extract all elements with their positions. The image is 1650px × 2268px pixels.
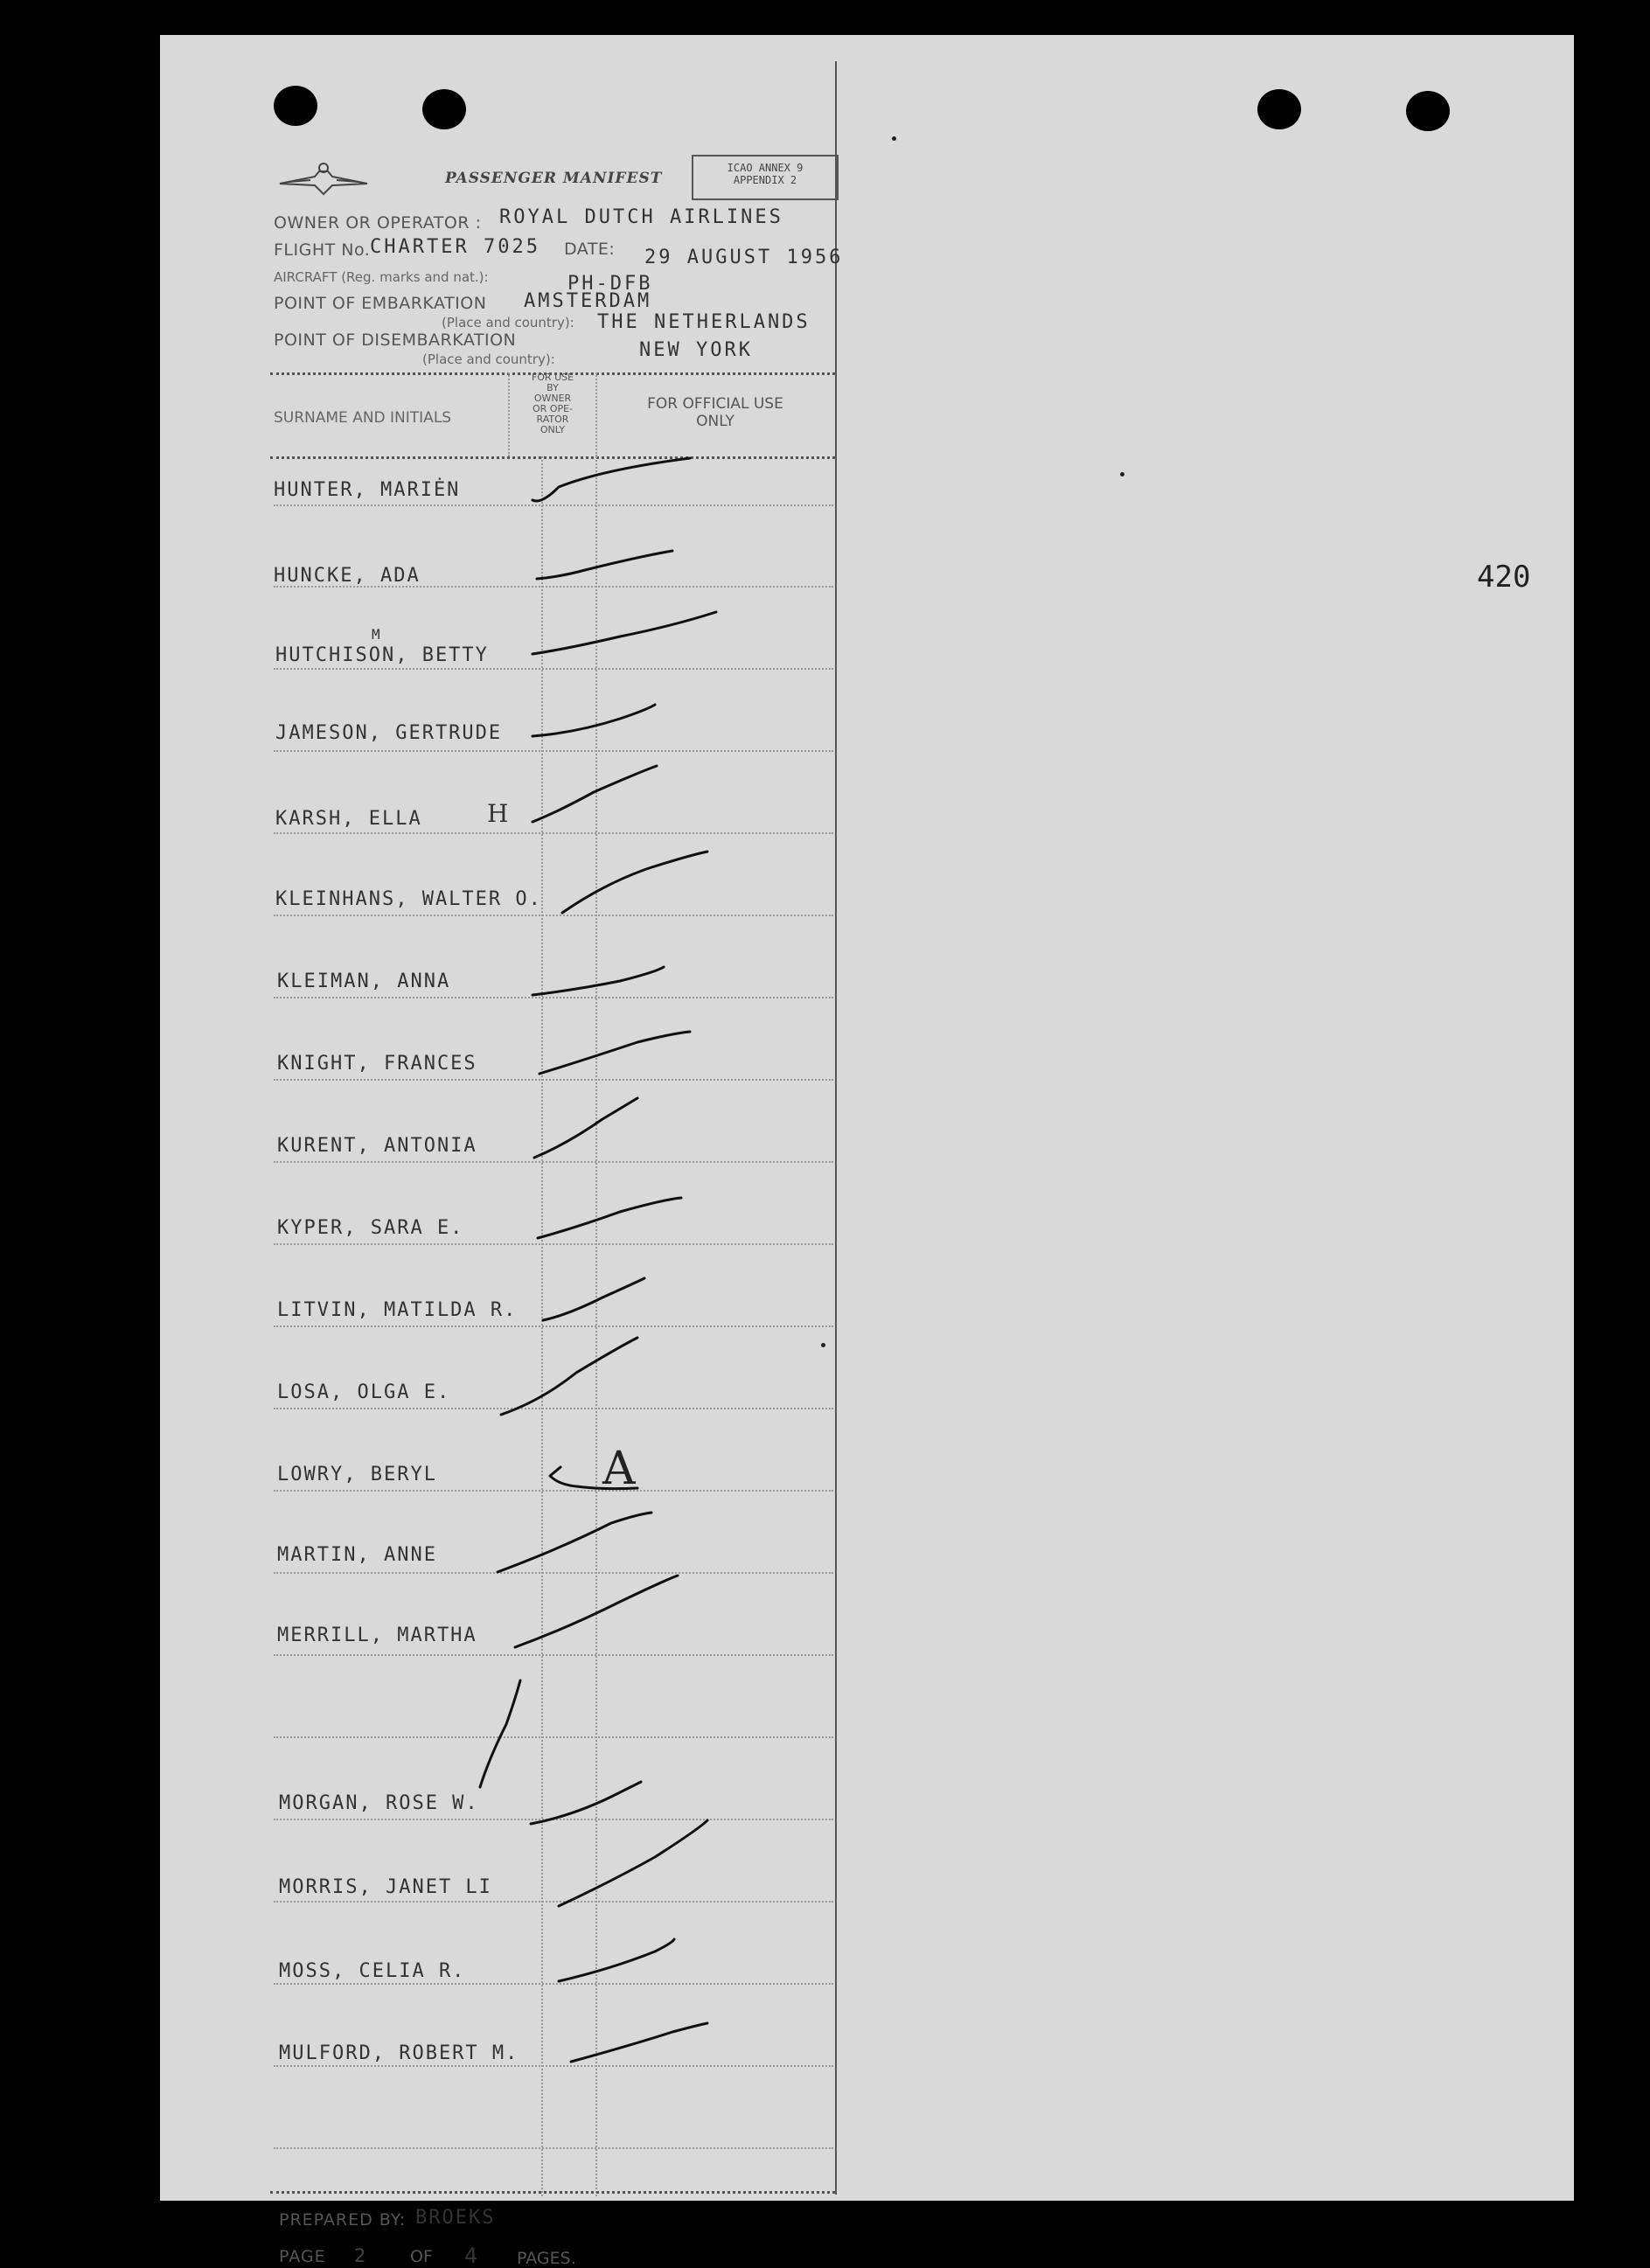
owner-value: ROYAL DUTCH AIRLINES bbox=[499, 206, 783, 228]
passenger-name: HUNCKE, ADA bbox=[274, 565, 421, 587]
stamp-page-number: 420 bbox=[1477, 560, 1531, 595]
check-mark bbox=[559, 1939, 674, 1981]
check-marks bbox=[270, 115, 996, 2196]
passenger-name: KLEINHANS, WALTER O. bbox=[275, 888, 542, 910]
check-mark bbox=[537, 551, 672, 579]
prepared-value: BROEKS bbox=[415, 2207, 496, 2229]
embark-sub: (Place and country): bbox=[442, 315, 574, 330]
check-mark bbox=[515, 1576, 678, 1647]
check-mark bbox=[550, 1467, 637, 1489]
col-name-header: SURNAME AND INITIALS bbox=[274, 409, 452, 427]
aircraft-value: PH-DFB bbox=[567, 273, 653, 295]
passenger-name: LOWRY, BERYL bbox=[277, 1464, 437, 1485]
passenger-name: JAMESON, GERTRUDE bbox=[275, 722, 503, 744]
col-owner-line: OR OPE- bbox=[532, 403, 573, 414]
check-mark bbox=[498, 1513, 651, 1572]
passenger-annotation: H bbox=[487, 799, 509, 828]
col-owner-line: BY bbox=[547, 382, 559, 393]
disembark-sub: (Place and country): bbox=[422, 351, 555, 367]
col-owner-line: OWNER bbox=[533, 393, 572, 404]
passenger-name: KYPER, SARA E. bbox=[277, 1217, 464, 1239]
check-mark bbox=[533, 612, 716, 654]
date-label: DATE: bbox=[564, 240, 616, 259]
passenger-name: MULFORD, ROBERT M. bbox=[279, 2042, 519, 2064]
check-mark bbox=[501, 1338, 637, 1415]
punch-hole bbox=[1406, 91, 1450, 131]
of-label: OF bbox=[410, 2247, 433, 2266]
passenger-name: MARTIN, ANNE bbox=[277, 1544, 437, 1566]
check-mark bbox=[540, 1032, 690, 1074]
check-mark bbox=[571, 2023, 707, 2062]
prepared-label: PREPARED BY: bbox=[279, 2210, 407, 2230]
embark-country: THE NETHERLANDS bbox=[597, 311, 811, 333]
punch-hole bbox=[1257, 89, 1301, 129]
col-official-line: ONLY bbox=[696, 413, 734, 430]
flight-value: CHARTER 7025 bbox=[370, 236, 540, 258]
speck bbox=[1120, 472, 1124, 477]
check-mark bbox=[543, 1278, 644, 1320]
date-value: 29 AUGUST 1956 bbox=[644, 247, 844, 268]
check-mark bbox=[562, 852, 707, 913]
owner-label: OWNER OR OPERATOR : bbox=[274, 213, 482, 233]
passenger-name: KNIGHT, FRANCES bbox=[277, 1053, 477, 1075]
passenger-name: HUTCHISON, BETTY bbox=[275, 644, 489, 666]
flight-label: FLIGHT No. bbox=[274, 240, 371, 260]
aircraft-label: AIRCRAFT (Reg. marks and nat.): bbox=[274, 269, 489, 285]
page-value: 2 bbox=[354, 2245, 366, 2266]
check-mark bbox=[559, 1820, 707, 1906]
passenger-name: KLEIMAN, ANNA bbox=[277, 971, 451, 992]
disembark-value: NEW YORK bbox=[639, 339, 753, 361]
passenger-name: KARSH, ELLA bbox=[275, 808, 422, 830]
check-mark bbox=[533, 705, 655, 736]
manifest-title: PASSENGER MANIFEST bbox=[445, 170, 663, 187]
embark-label: POINT OF EMBARKATION bbox=[274, 294, 487, 313]
check-mark bbox=[533, 458, 690, 501]
col-owner-line: FOR USE bbox=[531, 372, 574, 383]
passenger-annotation: M bbox=[372, 626, 380, 643]
pages-label: PAGES. bbox=[517, 2249, 576, 2268]
col-owner-line: ONLY bbox=[540, 424, 566, 435]
manifest-column bbox=[270, 115, 996, 2268]
passenger-annotation: A bbox=[602, 1443, 636, 1495]
disembark-label: POINT OF DISEMBARKATION bbox=[274, 330, 517, 350]
check-mark bbox=[538, 1198, 681, 1238]
passenger-name: HUNTER, MARIĖN bbox=[274, 479, 461, 501]
check-mark bbox=[480, 1680, 520, 1787]
icao-line1: ICAO ANNEX 9 bbox=[727, 162, 804, 174]
passenger-name: MORRIS, JANET LI bbox=[279, 1876, 492, 1898]
check-mark bbox=[533, 967, 664, 995]
page-label: PAGE bbox=[279, 2247, 326, 2266]
passenger-name: MORGAN, ROSE W. bbox=[279, 1792, 479, 1814]
passenger-name: MOSS, CELIA R. bbox=[279, 1960, 466, 1982]
check-mark bbox=[533, 766, 657, 822]
col-official-line: FOR OFFICIAL USE bbox=[647, 395, 783, 413]
passenger-name: LOSA, OLGA E. bbox=[277, 1381, 451, 1403]
col-owner-line: RATOR bbox=[536, 414, 569, 425]
passenger-name: MERRILL, MARTHA bbox=[277, 1624, 477, 1646]
passenger-name: KURENT, ANTONIA bbox=[277, 1135, 477, 1157]
embark-value: AMSTERDAM bbox=[524, 290, 652, 312]
manifest-page bbox=[160, 35, 1574, 2268]
of-value: 4 bbox=[464, 2244, 478, 2268]
icao-line2: APPENDIX 2 bbox=[733, 174, 797, 186]
check-mark bbox=[531, 1782, 641, 1824]
passenger-name: LITVIN, MATILDA R. bbox=[277, 1299, 518, 1321]
check-mark bbox=[534, 1098, 637, 1158]
